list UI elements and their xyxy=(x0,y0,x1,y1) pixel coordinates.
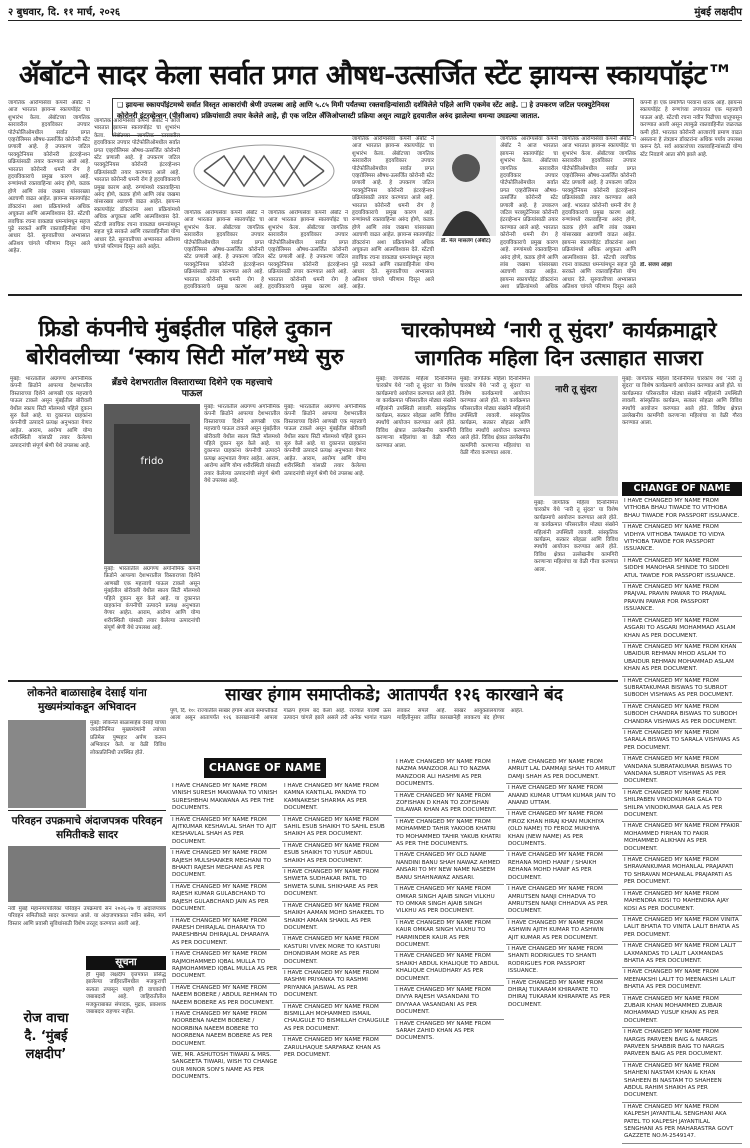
cn-item: I HAVE CHANGED MY NAME FROM NAZMA MANZOOR ALI TO NAZMA MANZOOR ALI HASHMI AS PER DOCUMENTS. xyxy=(394,758,504,792)
story2-sub: ब्रँडचे देशभरातील विस्ताराच्या दिशेने एक महत्त्वाचे पाऊल xyxy=(111,378,273,399)
stent-image xyxy=(184,136,344,206)
promo-line-3: लक्षदीप’ xyxy=(25,1047,67,1062)
cn-item: WE, MR. ASHUTOSH TIWARI & MRS. SANGEETA TIWARI, WISH TO CHANGE OUR MINOR SON'S NAME AS PER DOCUMENTS. xyxy=(172,1052,278,1081)
cn-right-item: I HAVE CHANGED MY NAME FROM SUBODH CHANDRA BISWAS TO SUBODH CHANDRA VISHWAS AS PER DOCUMENT. xyxy=(622,703,742,729)
intro-text: ❑ झायन्स स्कायपॉइंटमध्ये सर्वात विस्तृत आकारांची श्रेणी उपलब्ध आहे आणि ५.८५ मिमी पर्यंतच्या रक्तवाहिन्यांसाठी दर्शविलेले पहिले आणि एकमेव स्टेंट आहे. ❑ हे उपकरण जटिल परक्युटेनियस कोरोनरी इंटरव्हेन्शन (पीसीआय) प्रक्रियांसाठी तयार केलेले आहे, ही एक जटिल अँजिओप्लास्टी प्रक्रिया असून त्याद्वारे हृदयातील अरुंद झालेल्या धमन्या उघडल्या जातात. xyxy=(117,101,610,120)
main-story-col-1: जागतिक आरोग्यसेवा कंपनी ॲबॉट ने आज भारतात झायन्स स्कायपॉइंट चा शुभारंभ केला. ॲबॉटच्या जागतिक स्तरावरील हृदयविकार उपचार पोर्टफोलिओमधील सर्वात प्रगत एव्हरोलिमस औषध-उत्सर्जित कोरोनरी स्टेंट प्रणाली आहे. हे उपकरण जटिल परक्युटेनियस कोरोनरी इंटरव्हेन्शन प्रक्रियांसाठी तयार करण्यात आले आहे. भारतात कोरोनरी धमनी रोग हे हृदयविकाराचे प्रमुख कारण आहे. रुग्णांमध्ये रक्तवाहिन्या अरुंद होणे, कडक होणे आणि लांब जखमा यांसारख्या अडचणी वाढत आहेत. झायन्स स्कायपॉइंट डॉक्टरांना अशा प्रक्रियांमध्ये अधिक अचूकता आणि आत्मविश्वास देते. स्टेंटची लवचिक रचना वाकड्या धमन्यांमधून सहज पुढे सरकते आणि रक्तवाहिनीला योग्य आधार देते. सुरुवातीच्या अभ्यासात अतिशय चांगले परिणाम दिसून आले आहेत. xyxy=(8,100,90,255)
cn-right-item: I HAVE CHANGED MY NAME FROM VANDANA SUBRATAKUMAR BISWAS TO VANDANA SUBROT VISHWAS AS PER DOCUMENT. xyxy=(622,755,742,789)
cn-item: I HAVE CHANGED MY NAME FROM AJITKUMAR KESHAVLAL SHAH TO AJIT KESHAVLAL SHAH AS PER DOCUMENT. xyxy=(170,816,280,850)
story4-text: मुंबई: लोकनेते बाळासाहेब देसाई यांच्या जयंतीनिमित्त मुख्यमंत्र्यांनी त्यांच्या प्रतिमेस पुष्पहार अर्पण करून अभिवादन केले. या वेळी विविध लोकप्रतिनिधी उपस्थित होते. xyxy=(90,720,166,756)
cn-item: I HAVE CHANGED MY NAME FROM SHAIKH AAMAN MOHD SHAKEEL TO SHAIKH AMAAN SHAKIL AS PER DOCUMENT. xyxy=(282,902,392,936)
cn-item: I HAVE CHANGED MY NAME FROM MOHAMMED TAHIR YAKOOB KHATRI TO MOHAMMED TAHIR YAKUB KHATRI AS PER THE DOCUMENTS. xyxy=(394,818,504,852)
story2-col-2: मुंबई: भारतातील अग्रगण्य अर्गोनॉमिक कंपनी फ्रिडोने आपल्या देशभरातील विस्ताराच्या दिशेने आणखी एक महत्त्वाचे पाऊल टाकले असून मुंबईतील बोरीवली येथील स्काय सिटी मॉलमध्ये पहिले दुकान सुरु केले आहे. या दुकानात ग्राहकांना कंपनीची उत्पादने प्रत्यक्ष अनुभवता येणार आहेत. आराम, आरोग्य आणि योग्य शरीरस्थिती यांसाठी तयार केलेल्या उत्पादनांची संपूर्ण श्रेणी येथे उपलब्ध आहे. xyxy=(204,404,280,485)
poster-title: नारी तू सुंदरा xyxy=(555,385,597,395)
cn-right-title: CHANGE OF NAME xyxy=(622,482,742,496)
main-story-col-4: जागतिक आरोग्यसेवा कंपनी ॲबॉट ने आज भारतात झायन्स स्कायपॉइंट चा शुभारंभ केला. ॲबॉटच्या जागतिक स्तरावरील हृदयविकार उपचार पोर्टफोलिओमधील सर्वात प्रगत एव्हरोलिमस औषध-उत्सर्जित कोरोनरी स्टेंट प्रणाली आहे. हे उपकरण जटिल परक्युटेनियस कोरोनरी इंटरव्हेन्शन प्रक्रियांसाठी तयार करण्यात आले आहे. भारतात कोरोनरी धमनी रोग हे हृदयविकाराचे प्रमुख कारण आहे. xyxy=(268,210,348,290)
cn-right-item: I HAVE CHANGED MY NAME FROM MAHENDRA KOSI TO MAHENDRA AJAY KOSI AS PER DOCUMENT. xyxy=(622,890,742,916)
cn-right-item: I HAVE CHANGED MY NAME FROM KHAN UBAIDUR REHMAN MHOD ASLAM TO UBAIDUR REHMAN MOHAMMAD ASLAM KHAN AS PER DOCUMENT. xyxy=(622,643,742,677)
promo-box xyxy=(8,1010,84,1130)
section-divider xyxy=(8,810,166,811)
cn-right-item: I HAVE CHANGED MY NAME FROM SHILPABEN VINODKUMAR GALA TO SHILPA VINODKUMAR GALA AS PER DOCUMENT. xyxy=(622,789,742,823)
cn-item: I HAVE CHANGED MY NAME FROM PARESH DHIRAJLAL DHARAIYA TO PARESHBHAI DHIRAJLAL DHARAIYA AS PER DOCUMENT. xyxy=(170,917,280,951)
cn-right-item: I HAVE CHANGED MY NAME FROM SARALA BISWAS TO SARALA VISHWAS AS PER DOCUMENT. xyxy=(622,729,742,755)
promo-line-1: रोज वाचा xyxy=(23,1011,69,1026)
cn-right-item: I HAVE CHANGED MY NAME FROM SHRAVANKUMAR MOHANLAL PRAJAPATI TO SHRAVAN MOHANLAL PRAJAPATI AS PER DOCUMENT. xyxy=(622,856,742,890)
cm-photo xyxy=(8,720,86,808)
cn-col-2 xyxy=(282,782,392,1144)
main-story-col-2: जागतिक आरोग्यसेवा कंपनी ॲबॉट ने आज भारतात झायन्स स्कायपॉइंट चा शुभारंभ केला. ॲबॉटच्या जागतिक स्तरावरील हृदयविकार उपचार पोर्टफोलिओमधील सर्वात प्रगत एव्हरोलिमस औषध-उत्सर्जित कोरोनरी स्टेंट प्रणाली आहे. हे उपकरण जटिल परक्युटेनियस कोरोनरी इंटरव्हेन्शन प्रक्रियांसाठी तयार करण्यात आले आहे. भारतात कोरोनरी धमनी रोग हे हृदयविकाराचे प्रमुख कारण आहे. रुग्णांमध्ये रक्तवाहिन्या अरुंद होणे, कडक होणे आणि लांब जखमा यांसारख्या अडचणी वाढत आहेत. झायन्स स्कायपॉइंट डॉक्टरांना अशा प्रक्रियांमध्ये अधिक अचूकता आणि आत्मविश्वास देते. स्टेंटची लवचिक रचना वाकड्या धमन्यांमधून सहज पुढे सरकते आणि रक्तवाहिनीला योग्य आधार देते. सुरुवातीच्या अभ्यासात अतिशय चांगले परिणाम दिसून आले आहेत. xyxy=(94,118,180,250)
cn-item: I HAVE CHANGED MY NAME FROM KAMNA KANTILAL PANDYA TO KAMNAKESH SHARMA AS PER DOCUMENT. xyxy=(282,782,392,816)
story3-col-3: मुंबई: जागतिक महिला दिनानिमित्त चारकोप येथे ‘नारी तू सुंदरा’ या विशेष कार्यक्रमाचे आयोजन करण्यात आले होते. या कार्यक्रमात परिसरातील मोठ्या संख्येने महिलांनी उपस्थिती लावली. सांस्कृतिक कार्यक्रम, सत्कार सोहळा आणि विविध स्पर्धांचे आयोजन करण्यात आले होते. विविध क्षेत्रात उल्लेखनीय कामगिरी करणाऱ्या महिलांचा या वेळी गौरव करण्यात आला. xyxy=(534,500,618,573)
cn-right-item: I HAVE CHANGED MY NAME FROM PRAJVAL PRAVIN PAWAR TO PRAJWAL PRAVIN PAWAR FOR PASSPORT ISSUANCE. xyxy=(622,583,742,617)
cn-col-3 xyxy=(394,758,504,1144)
story6-headline: परिवहन उपक्रमाचे अंदाजपत्रक परिवहन समितीकडे सादर xyxy=(11,815,163,841)
page-header xyxy=(8,0,742,21)
cn-right-item: I HAVE CHANGED MY NAME FROM ASGARI TO ASGARI MOHAMMAD ASLAM KHAN AS PER DOCUMENT. xyxy=(622,617,742,643)
cn-item: I HAVE CHANGED MY NAME FROM RASHMI PRIYANKA TO RASHMI PRIYANKA JAISWAL AS PER DOCUMENT. xyxy=(282,969,392,1003)
section-divider xyxy=(8,294,742,296)
main-story-col-7: जागतिक आरोग्यसेवा कंपनी ॲबॉट ने आज भारतात झायन्स स्कायपॉइंट चा शुभारंभ केला. ॲबॉटच्या जागतिक स्तरावरील हृदयविकार उपचार पोर्टफोलिओमधील सर्वात प्रगत एव्हरोलिमस औषध-उत्सर्जित कोरोनरी स्टेंट प्रणाली आहे. हे उपकरण जटिल परक्युटेनियस कोरोनरी इंटरव्हेन्शन प्रक्रियांसाठी तयार करण्यात आले आहे. भारतात कोरोनरी धमनी रोग हे हृदयविकाराचे प्रमुख कारण आहे. रुग्णांमध्ये रक्तवाहिन्या अरुंद होणे, कडक होणे आणि लांब जखमा यांसारख्या अडचणी वाढत आहेत. झायन्स स्कायपॉइंट डॉक्टरांना अशा प्रक्रियांमध्ये अधिक अचूकता आणि आत्मविश्वास देते. स्टेंटची लवचिक रचना वाकड्या धमन्यांमधून सहज पुढे सरकते आणि रक्तवाहिनीला योग्य आधार देते. सुरुवातीच्या अभ्यासात अतिशय चांगले परिणाम दिसून आले xyxy=(562,136,636,290)
story3-col-2: मुंबई: जागतिक महिला दिनानिमित्त चारकोप येथे ‘नारी तू सुंदरा’ या विशेष कार्यक्रमाचे आयोजन करण्यात आले होते. या कार्यक्रमात परिसरातील मोठ्या संख्येने महिलांनी उपस्थिती लावली. सांस्कृतिक कार्यक्रम, सत्कार सोहळा आणि विविध स्पर्धांचे आयोजन करण्यात आले होते. विविध क्षेत्रात उल्लेखनीय कामगिरी करणाऱ्या महिलांचा या वेळी गौरव करण्यात आला. xyxy=(460,376,530,457)
cn-item: I HAVE CHANGED MY NAME FROM NAEEM BOBERE / ABDUL REHMAN TO NAEEM BOBERE AS PER DOCUMENT. xyxy=(170,984,280,1010)
transport-photo xyxy=(8,846,166,902)
cn-item: I HAVE CHANGED MY NAME FROM DIVYA RAJESH VASANDANI TO DIVYAAA VASANDANI AS PER DOCUMENT. xyxy=(394,986,504,1020)
promo-line-2: दै. ‘मुंबई xyxy=(24,1029,68,1044)
cn-item: I HAVE CHANGED MY NAME FROM BISMILLAH MOHAMMED ISMAIL CHAUGULE TO BISMILLAH CHAUGULE AS PER DOCUMENT. xyxy=(282,1003,392,1037)
notice-text: ही मुंबई लक्षदीप वृत्तपत्रात प्रसिद्ध झालेल्या जाहिरातींमधील मजकुराची सत्यता तपासून पाहणे ही वाचकांची जबाबदारी आहे. जाहिरातीतील मजकुराबाबत संपादक, मुद्रक, प्रकाशक जबाबदार राहणार नाहीत. xyxy=(86,972,166,1016)
main-story-col-3: जागतिक आरोग्यसेवा कंपनी ॲबॉट ने आज भारतात झायन्स स्कायपॉइंट चा शुभारंभ केला. ॲबॉटच्या जागतिक स्तरावरील हृदयविकार उपचार पोर्टफोलिओमधील सर्वात प्रगत एव्हरोलिमस औषध-उत्सर्जित कोरोनरी स्टेंट प्रणाली आहे. हे उपकरण जटिल परक्युटेनियस कोरोनरी इंटरव्हेन्शन प्रक्रियांसाठी तयार करण्यात आले आहे. भारतात कोरोनरी धमनी रोग हे हृदयविकाराचे प्रमुख कारण आहे. xyxy=(184,210,264,290)
cn-item: I HAVE CHANGED MY NAME FROM FIROZ KHAN HIRAJ KHAN MUKHIYA (OLD NAME) TO FEROZ MUKHIYA KHAN (NEW NAME) AS PER DOCUMENTS. xyxy=(506,810,618,851)
right-col-text: कंपनी हा एक प्रमाणित परवाना धारक आहे. झायन्स स्कायपॉइंट हे रुग्णांच्या उपचारात एक महत्त्वाचे पाऊल आहे. स्टेंटची रचना नवीन पिढीच्या धातूपासून करण्यात आली असून त्यामुळे रक्तवाहिनीत जळजळ कमी होते. भारतात कोरोनरी आजारांचे प्रमाण वाढत असताना हे तंत्रज्ञान डॉक्टरांना अधिक पर्याय उपलब्ध करून देते. सर्व आकारांच्या रक्तवाहिन्यांसाठी योग्य स्टेंट निवडणे आता सोपे झाले आहे. xyxy=(640,100,742,158)
cn-item: I HAVE CHANGED MY NAME FROM NOORBENA NAEEM BOBERE / NOORBINA NAEEM BOBERE TO NOORBENA NAEEM BOBERE AS PER DOCUMENT. xyxy=(170,1010,280,1051)
cn-item: I HAVE CHANGED MY NAME FROM KASTURI VIVEK MORE TO KASTURI DHONDIRAM MORE AS PER DOCUMENT. xyxy=(282,935,392,969)
cn-item: I HAVE CHANGED MY NAME FROM AMRUT LAL DAMMAJI SHAH TO AMRUT DAMJI SHAH AS PER DOCUMENT. xyxy=(506,758,618,784)
cn-right-item: I HAVE CHANGED MY NAME FROM FFAKIR MOHAMMED FIRHAN TO FAKIR MOHAMMED ALIKHAN AS PER DOCUMENT. xyxy=(622,822,742,856)
cn-item: I HAVE CHANGED MY NAME FROM ZARULHAQUE SARFARAZ KHAN AS PER DOCUMENT. xyxy=(284,1037,381,1058)
cn-item: I HAVE CHANGED MY NAME FROM RAJESH MULSHANKER MEGHANI TO BHAKTI RAJESH MEGHANI AS PER DOCUMENT. xyxy=(170,849,280,883)
story3-col-1: मुंबई: जागतिक महिला दिनानिमित्त चारकोप येथे ‘नारी तू सुंदरा’ या विशेष कार्यक्रमाचे आयोजन करण्यात आले होते. या कार्यक्रमात परिसरातील मोठ्या संख्येने महिलांनी उपस्थिती लावली. सांस्कृतिक कार्यक्रम, सत्कार सोहळा आणि विविध स्पर्धांचे आयोजन करण्यात आले होते. विविध क्षेत्रात उल्लेखनीय कामगिरी करणाऱ्या महिलांचा या वेळी गौरव करण्यात आला. xyxy=(376,376,456,449)
story5-text: पुणे, दि. १०: राज्यातील साखर हंगाम आता समाप्तीकडे आला असून आतापर्यंत १२६ कारखान्यांनी आपला गाळप हंगाम बंद केला आहे. राज्यात यावर्षी ऊस उत्पादन चांगले झाले असले तरी अनेक भागांत गाळप लवकर संपले आहे. साखर आयुक्तालयाच्या माहितीनुसार उर्वरित कारखानेही लवकरच बंद होणार आहेत. xyxy=(170,708,524,722)
cn-item: I HAVE CHANGED MY NAME FROM RAJESH KUMAR GULABCHAND TO RAJESH GULABCHAND JAIN AS PER DOCUMENT. xyxy=(170,883,280,917)
cn-right-item: I HAVE CHANGED MY NAME FROM SUBRATAKUMAR BISWAS TO SUBROT SUBODH VISHWAS AS PER DOCUMENT. xyxy=(622,677,742,703)
masthead-name: मुंबई लक्षदीप xyxy=(694,7,742,18)
cn-item: I HAVE CHANGED MY OLD NAME NANDINI BANU SHAH NAWAZ AHMED ANSARI TO MY NEW NAME NASEEM BANU SHAHNAWAZ ANSARI. xyxy=(394,851,504,885)
intro-box xyxy=(112,98,634,136)
cn-item: I HAVE CHANGED MY NAME FROM RAJMOHAMMED IQBAL MULLA TO RAJMOHAMMED IQBAL MULLA AS PER DOCUMENT. xyxy=(170,950,280,984)
story4-headline: लोकनेते बाळासाहेब देसाई यांना मुख्यमंत्र्यांकडून अभिवादन xyxy=(27,687,147,713)
story2-headline: फ्रिडो कंपनीचे मुंबईतील पहिले दुकान बोरीवलीच्या ‘स्काय सिटी मॉल’मध्ये सुरु xyxy=(26,317,344,370)
cn-item: I HAVE CHANGED MY NAME FROM SHAIKH ABDUL KHALIQUE TO ABDUL KHALIQUE CHAUDHARY AS PER DOCUMENT. xyxy=(394,952,504,986)
story3-headline: चारकोपमध्ये ‘नारी तू सुंदरा’ कार्यक्रमाद्वारे जागतिक महिला दिन उत्साहात साजरा xyxy=(401,318,717,370)
story5-headline: साखर हंगाम समाप्तीकडे; आतापर्यंत १२६ कारखाने बंद xyxy=(225,685,563,705)
doctor-photo xyxy=(436,136,496,236)
cn-item: I HAVE CHANGED MY NAME FROM ESUB SHAIKH TO YUSUF ABDUL SHAIKH AS PER DOCUMENT. xyxy=(282,842,392,868)
section-divider xyxy=(8,680,618,682)
right-col-byline: डॉ. संजय ओझा xyxy=(640,262,672,268)
cn-item: I HAVE CHANGED MY NAME FROM VINISH SURESH MAKWANA TO VINISH SURESHBHAI MAKWANA AS PER THE DOCUMENTS. xyxy=(170,782,280,816)
cn-right-item: I HAVE CHANGED MY NAME FROM KALPESH JAYANTILAL SENGHANI AKA PATEL TO KALPESH JAYANTILAL SENGHANI AS PER MAHARASTRA GOVT GAZZETE NO.M-2549147. xyxy=(622,1103,742,1144)
main-headline: ॲबॉटने सादर केला सर्वात प्रगत औषध-उत्सर्जित स्टेंट झायन्स स्कायपॉइंट™ xyxy=(18,60,734,91)
cn-right-item: I HAVE CHANGED MY NAME FROM VIDHYA VITHOBA TAWADE TO VIDYA VITHOBA TAWDE FOR PASSPORT ISSUANCE. xyxy=(622,523,742,557)
cn-right-item: I HAVE CHANGED MY NAME FROM LALIT LAXMANDAS TO LALIT LAXMANDAS BHATIA AS PER DOCUMENT. xyxy=(622,942,742,968)
story2-col-1: मुंबई: भारतातील अग्रगण्य अर्गोनॉमिक कंपनी फ्रिडोने आपल्या देशभरातील विस्ताराच्या दिशेने आणखी एक महत्त्वाचे पाऊल टाकले असून मुंबईतील बोरीवली येथील स्काय सिटी मॉलमध्ये पहिले दुकान सुरु केले आहे. या दुकानात ग्राहकांना कंपनीची उत्पादने प्रत्यक्ष अनुभवता येणार आहेत. आराम, आरोग्य आणि योग्य शरीरस्थिती यांसाठी तयार केलेल्या उत्पादनांची संपूर्ण श्रेणी येथे उपलब्ध आहे. xyxy=(10,376,92,449)
story2-col-3: मुंबई: भारतातील अग्रगण्य अर्गोनॉमिक कंपनी फ्रिडोने आपल्या देशभरातील विस्ताराच्या दिशेने आणखी एक महत्त्वाचे पाऊल टाकले असून मुंबईतील बोरीवली येथील स्काय सिटी मॉलमध्ये पहिले दुकान सुरु केले आहे. या दुकानात ग्राहकांना कंपनीची उत्पादने प्रत्यक्ष अनुभवता येणार आहेत. आराम, आरोग्य आणि योग्य शरीरस्थिती यांसाठी तयार केलेल्या उत्पादनांची संपूर्ण श्रेणी येथे उपलब्ध आहे. xyxy=(104,566,200,632)
cn-item: I HAVE CHANGED MY NAME FROM SARAH ZAHID KHAN AS PER DOCUMENTS. xyxy=(396,1020,491,1042)
cn-item: I HAVE CHANGED MY NAME FROM DHIRAJ TUKARAM KHIRAPATE TO DHIRAJ TUKARAM KHIRAPATE AS PER DOCUMENT. xyxy=(508,979,611,1008)
cn-item: I HAVE CHANGED MY NAME FROM SHWETA SUDHAKAR PATIL TO SHWETA SUNIL SHIKHARE AS PER DOCUMENT. xyxy=(282,868,392,902)
cn-right-item: I HAVE CHANGED MY NAME FROM MEENAKSHI LALIT TO MEENAKSHI LALIT BHATIA AS PER DOCUMENT. xyxy=(622,968,742,994)
cn-right-item xyxy=(622,1144,742,1145)
cn-item: I HAVE CHANGED MY NAME FROM SAHIL ESUB SHAIKH TO SAHIL ESUB SHAIKH AS PER DOCUMENT. xyxy=(282,816,392,842)
story6-text: नवी मुंबई महानगरपालिका परिवहन उपक्रमाचे सन २०२६-२७ चे अंदाजपत्रक परिवहन समितीकडे सादर करण्यात आले. या अंदाजपत्रकात नवीन बसेस, मार्ग विस्तार आणि प्रवासी सुविधांसाठी विशेष तरतूद करण्यात आली आहे. xyxy=(8,906,166,927)
store-photo xyxy=(104,404,200,564)
main-story-col-5: जागतिक आरोग्यसेवा कंपनी ॲबॉट ने आज भारतात झायन्स स्कायपॉइंट चा शुभारंभ केला. ॲबॉटच्या जागतिक स्तरावरील हृदयविकार उपचार पोर्टफोलिओमधील सर्वात प्रगत एव्हरोलिमस औषध-उत्सर्जित कोरोनरी स्टेंट प्रणाली आहे. हे उपकरण जटिल परक्युटेनियस कोरोनरी इंटरव्हेन्शन प्रक्रियांसाठी तयार करण्यात आले आहे. भारतात कोरोनरी धमनी रोग हे हृदयविकाराचे प्रमुख कारण आहे. रुग्णांमध्ये रक्तवाहिन्या अरुंद होणे, कडक होणे आणि लांब जखमा यांसारख्या अडचणी वाढत आहेत. झायन्स स्कायपॉइंट डॉक्टरांना अशा प्रक्रियांमध्ये अधिक अचूकता आणि आत्मविश्वास देते. स्टेंटची लवचिक रचना वाकड्या धमन्यांमधून सहज पुढे सरकते आणि रक्तवाहिनीला योग्य आधार देते. सुरुवातीच्या अभ्यासात अतिशय चांगले परिणाम दिसून आले आहेत. xyxy=(352,136,434,290)
cn-right-item: I HAVE CHANGED MY NAME FROM NARGIS PARVEEN BAIG & NARGIS PARVEEN SHABBIR BAIG TO NARGIS PARVEEN BAIG AS PER DOCUMENT. xyxy=(622,1028,742,1062)
cn-col-1 xyxy=(170,782,280,1144)
cn-item: I HAVE CHANGED MY NAME FROM ANAND KUMAR UTTAM KUMAR JAIN TO ANAND UTTAM. xyxy=(506,784,618,810)
cn-item: I HAVE CHANGED MY NAME FROM ZOFISHAN D KHAN TO ZOFISHAN DILAWAR KHAN AS PER DOCUMENT. xyxy=(394,792,504,818)
issue-date: २ बुधवार, दि. ११ मार्च, २०२६ xyxy=(8,7,121,18)
story3-col-4: मुंबई: जागतिक महिला दिनानिमित्त चारकोप येथे ‘नारी तू सुंदरा’ या विशेष कार्यक्रमाचे आयोजन करण्यात आले होते. या कार्यक्रमात परिसरातील मोठ्या संख्येने महिलांनी उपस्थिती लावली. सांस्कृतिक कार्यक्रम, सत्कार सोहळा आणि विविध स्पर्धांचे आयोजन करण्यात आले होते. विविध क्षेत्रात उल्लेखनीय कामगिरी करणाऱ्या महिलांचा या वेळी गौरव करण्यात आला. xyxy=(622,376,742,427)
cn-item: I HAVE CHANGED MY NAME FROM KAUR OMKAR SINGH VILKHU TO HARMINDER KAUR AS PER DOCUMENT. xyxy=(394,919,504,953)
cn-item: I HAVE CHANGED MY NAME FROM ASHWIN AJITH KUMAR TO ASHWIN AJIT KUMAR AS PER DOCUMENT. xyxy=(506,919,618,945)
cn-right-item: I HAVE CHANGED MY NAME FROM SHAHENI NASTAM KHAN & KHAN SHAHEEN BI NASTAM TO SHAHEEN ABDUL RAHIM SHAIKH AS PER DOCUMENT. xyxy=(622,1062,742,1103)
cn-right-item: I HAVE CHANGED MY NAME FROM SIDDHI MANOHAR SHINDE TO SIDDHI ATUL TAWDE FOR PASSPORT ISSUANCE. xyxy=(622,557,742,583)
cn-item: I HAVE CHANGED MY NAME FROM OMKAR SINGH AJAIB SINGH VILKHU TO OMKAR SINGH AJAIB SINGH VILKHU AS PER DOCUMENT. xyxy=(394,885,504,919)
cn-col-4 xyxy=(506,758,618,1144)
story2-col-4: मुंबई: भारतातील अग्रगण्य अर्गोनॉमिक कंपनी फ्रिडोने आपल्या देशभरातील विस्ताराच्या दिशेने आणखी एक महत्त्वाचे पाऊल टाकले असून मुंबईतील बोरीवली येथील स्काय सिटी मॉलमध्ये पहिले दुकान सुरु केले आहे. या दुकानात ग्राहकांना कंपनीची उत्पादने प्रत्यक्ष अनुभवता येणार आहेत. आराम, आरोग्य आणि योग्य शरीरस्थिती यांसाठी तयार केलेल्या उत्पादनांची संपूर्ण श्रेणी येथे उपलब्ध आहे. xyxy=(284,404,366,477)
cn-item: I HAVE CHANGED MY NAME FROM REHANA MOHD HANIF / SHAIKH REHANA MOHD HANIF AS PER DOCUMENT. xyxy=(506,851,618,885)
cn-item: I HAVE CHANGED MY NAME FROM SHANTI RODRIGUES TO SHANTI RODRIGUES FOR PASSPORT ISSUANCE. xyxy=(506,945,618,979)
cn-right-list xyxy=(622,497,742,1145)
main-story-col-6: जागतिक आरोग्यसेवा कंपनी ॲबॉट ने आज भारतात झायन्स स्कायपॉइंट चा शुभारंभ केला. ॲबॉटच्या जागतिक स्तरावरील हृदयविकार उपचार पोर्टफोलिओमधील सर्वात प्रगत एव्हरोलिमस औषध-उत्सर्जित कोरोनरी स्टेंट प्रणाली आहे. हे उपकरण जटिल परक्युटेनियस कोरोनरी इंटरव्हेन्शन प्रक्रियांसाठी तयार करण्यात आले आहे. भारतात कोरोनरी धमनी रोग हे हृदयविकाराचे प्रमुख कारण आहे. रुग्णांमध्ये रक्तवाहिन्या अरुंद होणे, कडक होणे आणि लांब जखमा यांसारख्या अडचणी वाढत आहेत. झायन्स स्कायपॉइंट डॉक्टरांना अशा प्रक्रियांमध्ये अधिक xyxy=(500,136,558,290)
notice-title: सूचना xyxy=(86,956,166,970)
event-poster xyxy=(534,376,618,496)
svg-text:frido: frido xyxy=(140,456,164,467)
cn-item: I HAVE CHANGED MY NAME FROM AMRUTSEN NANJI CHHADVA TO AMRUTSEN NANJI CHHADVA AS PER DOCUMENT. xyxy=(506,885,618,919)
cn-right-item: I HAVE CHANGED MY NAME FROM VITHOBA BHAU TIWADE TO VITHOBA BHAU TIWADE FOR PASSPORT ISSUANCE. xyxy=(622,497,742,523)
doctor-caption: डॉ. मेल मासलेग (ॲबॉट) xyxy=(440,238,492,244)
cn-right-item: I HAVE CHANGED MY NAME FROM VINITA LALIT BHATIA TO VINITA LALIT BHATIA AS PER DOCUMENT. xyxy=(622,916,742,942)
cn-right-item: I HAVE CHANGED MY NAME FROM ZUBAIR KHAN MOHAMMED ZUBAIR MOHAMMAD YUSUF KHAN AS PER DOCUMENT. xyxy=(622,995,742,1029)
cn-title: CHANGE OF NAME xyxy=(204,758,326,778)
